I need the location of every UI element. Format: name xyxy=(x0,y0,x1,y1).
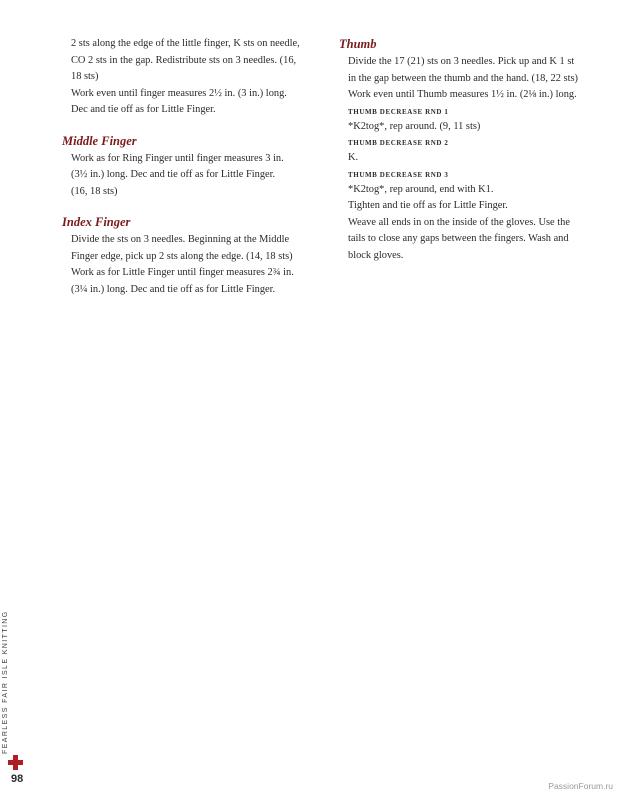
thumb-decrease-rnd1-text: *K2tog*, rep around. (9, 11 sts) xyxy=(348,120,481,132)
intro-line: Work even until finger measures 2½ in. (3 in.) long. xyxy=(71,87,287,99)
intro-line: 18 sts) xyxy=(71,71,99,82)
thumb-decrease-rnd2-label: THUMB DECREASE RND 2 xyxy=(348,139,449,147)
page-number: 98 xyxy=(11,773,24,785)
watermark: PassionForum.ru xyxy=(548,781,613,791)
thumb-decrease-rnd3-text: *K2tog*, rep around, end with K1. xyxy=(348,183,494,195)
intro-line: CO 2 sts in the gap. Redistribute sts on 3 needles. (16, xyxy=(71,54,297,66)
middle-finger-line: Work as for Ring Finger until finger measures 3 in. xyxy=(71,152,284,164)
thumb-heading: Thumb xyxy=(339,37,377,51)
index-finger-line: Finger edge, pick up 2 sts along the edge. (14, 18 sts) xyxy=(71,250,293,262)
right-column xyxy=(339,36,601,264)
index-finger-line: Divide the sts on 3 needles. Beginning at the Middle xyxy=(71,234,290,245)
left-column xyxy=(62,36,324,298)
running-book-title: FEARLESS FAIR ISLE KNITTING xyxy=(2,610,9,754)
thumb-line: Work even until Thumb measures 1½ in. (2⅛ in.) long. xyxy=(348,89,577,100)
thumb-decrease-rnd1-label: THUMB DECREASE RND 1 xyxy=(348,107,449,116)
finish-line: tails to close any gaps between the fingers. Wash and xyxy=(348,233,569,244)
finish-line: Weave all ends in on the inside of the gloves. Use the xyxy=(348,216,570,228)
middle-finger-line: (3½ in.) long. Dec and tie off as for Little Finger. xyxy=(71,169,276,180)
index-finger-line: Work as for Little Finger until finger measures 2¾ in. xyxy=(71,267,294,278)
middle-finger-heading: Middle Finger xyxy=(62,133,137,148)
index-finger-heading: Index Finger xyxy=(62,215,131,229)
intro-line: Dec and tie off as for Little Finger. xyxy=(71,104,216,115)
finish-line: block gloves. xyxy=(348,249,404,261)
intro-line: 2 sts along the edge of the little finger, K sts on needle, xyxy=(71,38,300,49)
middle-finger-line: (16, 18 sts) xyxy=(71,185,118,197)
thumb-decrease-rnd3-label: THUMB DECREASE RND 3 xyxy=(348,170,449,179)
red-cross-icon xyxy=(8,755,23,770)
thumb-line: in the gap between the thumb and the hand. (18, 22 sts) xyxy=(348,72,578,84)
finish-line: Tighten and tie off as for Little Finger. xyxy=(348,200,508,211)
thumb-line: Divide the 17 (21) sts on 3 needles. Pick up and K 1 st xyxy=(348,56,575,67)
index-finger-line: (3¼ in.) long. Dec and tie off as for Little Finger. xyxy=(71,283,276,295)
thumb-decrease-rnd2-text: K. xyxy=(348,152,359,163)
